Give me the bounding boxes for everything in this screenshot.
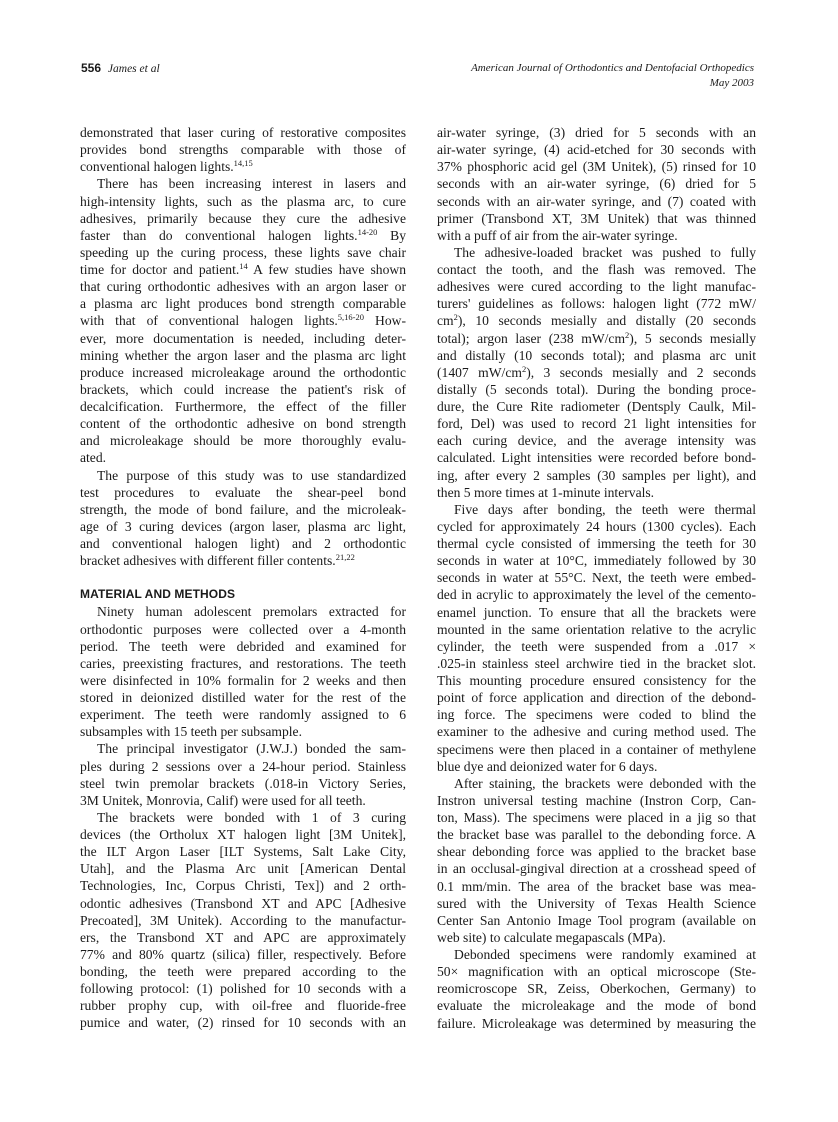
text-line: enamel junction. To ensure that all the brackets were [437, 604, 756, 620]
text-line: dure, the Cure Rite radiometer (Dentsply Caulk, Mil- [437, 399, 756, 414]
left-column [80, 124, 406, 1032]
citation-superscript: 2 [625, 329, 630, 340]
text-line: with a puff of air from the air-water syringe. [437, 227, 678, 243]
text-line: the bracket base was parallel to the debonding force. A [437, 827, 756, 843]
text-line: air-water syringe, (3) dried for 5 seconds with an [437, 125, 756, 140]
text-line: caries, preexisting fractures, and restorations. The teeth [80, 655, 406, 671]
text-line: Center San Antonio Image Tool program (available on [437, 912, 756, 928]
text-line: seconds with an air-water syringe, and (7) coated with [437, 193, 756, 209]
text-line: distally (5 seconds total). During the bonding proce- [437, 381, 756, 397]
text-line: odontic adhesives (Transbond XT and APC [Adhesive [80, 895, 406, 911]
text-line: ing force. The specimens were coded to blind the [437, 707, 756, 723]
text-line: high-intensity lights, such as the plasma arc, to cure [80, 193, 406, 209]
text-line: test procedures to evaluate the shear-peel bond [80, 484, 406, 500]
text-line: ated. [80, 450, 107, 466]
text-line: demonstrated that laser curing of restorative composites [80, 125, 406, 140]
text-line: pumice and water, (2) rinsed for 10 seconds with an [80, 1015, 406, 1031]
journal-title: American Journal of Orthodontics and Dentofacial Orthopedics [471, 62, 754, 74]
text-line: ing, after every 2 samples (30 samples per light), and [437, 467, 756, 483]
text-line: content of the orthodontic adhesive on bond strength [80, 416, 406, 432]
text-line: The principal investigator (J.W.J.) bonded the sam- [97, 741, 406, 757]
text-line: decalcification. Furthermore, the effect of the filler [80, 399, 406, 414]
text-line: steel twin premolar brackets (.018-in Victory Series, [80, 775, 406, 791]
text-line: and microleakage should be more thoroughly evalu- [80, 433, 406, 449]
text-line: Ninety human adolescent premolars extracted for [97, 604, 406, 620]
text-line: cycled for approximately 24 hours (1300 cycles). Each [437, 518, 756, 534]
text-line: ford, Del) was used to record 21 light intensities for [437, 416, 756, 432]
text-line: age of 3 curing devices (argon laser, plasma arc light, [80, 518, 406, 534]
text-line: blue dye and deionized water for 6 days. [437, 758, 658, 774]
text-line: primer (Transbond XT, 3M Unitek) that was thinned [437, 210, 756, 226]
text-line: in an occlusal-gingival direction at a crosshead speed of [437, 861, 756, 877]
text-line: total); argon laser (238 $mW/cm^2$), 5 seconds mesially [437, 329, 756, 346]
text-line: thermal cycle consisted of immersing the teeth for 30 [437, 536, 756, 551]
text-line: seconds in water at 55°C. Next, the teeth were embed- [437, 570, 756, 586]
text-line: reomicroscope SR, Zeiss, Oberkochen, Germany) to [437, 981, 756, 997]
page-number: 556 [81, 61, 102, 75]
text-line: that curing orthodontic adhesives with an argon laser or [80, 279, 406, 295]
text-line: This mounting procedure ensured consistency for the [437, 673, 756, 688]
text-line: stored in deionized distilled water for the rest of the [80, 690, 406, 705]
text-line: evaluate the microleakage and the mode of bond [437, 998, 756, 1014]
text-line: devices (the Ortholux XT halogen light [3M Unitek], [80, 827, 406, 842]
citation-superscript: 5,16-20 [337, 312, 365, 323]
section-heading: MATERIAL AND METHODS [80, 587, 236, 602]
text-line: calculated. Light intensities were recorded before bond- [437, 450, 756, 466]
text-line: Precoated], 3M Unitek). According to the manufactur- [80, 912, 406, 928]
running-header-right [471, 61, 754, 91]
text-line: mounted in the same orientation relative to the acrylic [437, 621, 756, 637]
text-line: air-water syringe, (4) acid-etched for 30 seconds with [437, 142, 756, 158]
text-line: Instron universal testing machine (Instron Corp, Can- [437, 792, 756, 808]
text-line: (1407 $mW/cm^2$), 3 seconds mesially and 2 seconds [437, 363, 757, 380]
text-line: point of force application and direction of the debond- [437, 690, 756, 706]
text-line: provides bond strengths comparable with those of [80, 142, 406, 158]
text-line: and distally (10 seconds total); and plasma arc unit [437, 347, 756, 363]
text-line: speeding up the curing process, these lights save chair [80, 244, 406, 260]
text-line: adhesives, primarily because they cure the adhesive [80, 210, 406, 226]
issue-date: May 2003 [709, 77, 754, 89]
text-line: web site) to calculate megapascals (MPa). [437, 929, 666, 945]
text-line: cylinder, the teeth were suspended from a .017 × [437, 638, 756, 654]
text-line: following protocol: (1) polished for 10 seconds with a [80, 981, 406, 997]
text-line: sured with the University of Texas Health Science [437, 895, 756, 911]
text-line: ers, the Transbond XT and APC are approximately [80, 929, 406, 945]
text-line: The brackets were bonded with 1 of 3 curing [97, 809, 406, 825]
text-line: seconds with an air-water syringe, (6) dried for 5 [437, 176, 756, 192]
text-line: orthodontic purposes were collected over a 4-month [80, 621, 406, 637]
citation-superscript: 14,15 [233, 158, 253, 169]
text-line: seconds in water at 10°C, immediately followed by 30 [437, 553, 756, 569]
text-line: adhesives were cured according to the light manufac- [437, 279, 756, 295]
text-line: faster than do conventional halogen lights.$^{14-20}$ By [80, 226, 406, 243]
text-line: Utah], and the Plasma Arc unit [American Dental [80, 861, 406, 877]
text-line: examiner to the adhesive and curing method used. The [437, 724, 756, 740]
text-line: produce increased microleakage around the orthodontic [80, 364, 406, 380]
text-line: turers' guidelines as follows: halogen light (772 mW/ [437, 296, 756, 312]
text-line: experiment. The teeth were randomly assigned to 6 [80, 707, 406, 723]
text-line: then 5 more times at 1-minute intervals. [437, 484, 655, 500]
methods-text-continued [437, 124, 756, 1032]
text-line: strength, the mode of bond failure, and the microleak- [80, 501, 406, 517]
text-line: were disinfected in 10% formalin for 2 weeks and then [80, 672, 406, 688]
text-line: ton, Mass). The specimens were placed in a jig so that [437, 810, 756, 825]
text-line: .025-in stainless steel archwire tied in the bracket slot. [437, 655, 756, 671]
text-line: a plasma arc light produces bond strength comparable [80, 296, 406, 312]
text-line: conventional halogen lights.$^{14,15}$ [80, 158, 253, 175]
text-line: bonding, the teeth were prepared according to the [80, 964, 406, 979]
text-line: and conventional halogen light) and 2 orthodontic [80, 536, 406, 551]
text-line: 77% and 80% quartz (silica) filler, respectively. Before [80, 946, 406, 962]
text-line: time for doctor and patient.$^{14}$ A few studies have shown [80, 261, 406, 277]
text-line: ever, more documentation is needed, including deter- [80, 330, 406, 346]
text-line: shear debonding force was applied to the bracket base [437, 844, 756, 860]
running-header-left [81, 61, 160, 75]
text-line: Technologies, Inc, Corpus Christi, Tex]) and 2 orth- [80, 878, 406, 894]
text-line: The purpose of this study was to use standardized [97, 467, 406, 483]
text-line: 37% phosphoric acid gel (3M Unitek), (5) rinsed for 10 [437, 159, 756, 175]
text-line: each curing device, and the average intensity was [437, 433, 756, 449]
right-column [437, 124, 756, 1032]
citation-superscript: 14 [239, 261, 248, 271]
text-line: $cm^2$), 10 seconds mesially and distally (20 seconds [437, 312, 756, 329]
methods-text [80, 603, 406, 1031]
text-line: bracket adhesives with different filler contents.$^{21,22}$ [80, 552, 355, 569]
text-line: There has been increasing interest in lasers and [97, 176, 406, 192]
text-line: Debonded specimens were randomly examined at [454, 947, 756, 962]
citation-superscript: 21,22 [335, 552, 355, 563]
text-line: brackets, which could increase the patient's risk of [80, 381, 406, 397]
text-line: 50× magnification with an optical microscope (Ste- [437, 964, 756, 980]
text-line: The adhesive-loaded bracket was pushed to fully [454, 244, 756, 260]
text-line: the ILT Argon Laser [ILT Systems, Salt Lake City, [80, 844, 406, 860]
text-line: After staining, the brackets were debonded with the [454, 775, 756, 791]
text-line: 3M Unitek, Monrovia, Calif) were used for all teeth. [80, 792, 366, 808]
text-line: ples during 2 sessions over a 24-hour period. Stainless [80, 758, 406, 774]
intro-text [80, 124, 406, 569]
text-line: period. The teeth were debrided and examined for [80, 638, 406, 654]
text-line: Five days after bonding, the teeth were thermal [454, 501, 756, 517]
text-line: mining whether the argon laser and the plasma arc light [80, 347, 406, 363]
citation-superscript: 2 [453, 312, 458, 323]
text-line: failure. Microleakage was determined by measuring the [437, 1015, 756, 1031]
citation-superscript: 2 [521, 363, 527, 374]
text-line: specimens were then placed in a container of methylene [437, 741, 756, 757]
citation-superscript: 14-20 [357, 226, 378, 237]
running-authors: James et al [107, 63, 160, 75]
text-line: ded in acrylic to approximately the level of the cemento- [437, 587, 756, 603]
text-line: contact the tooth, and the flash was removed. The [437, 262, 756, 277]
text-line: subsamples with 15 teeth per subsample. [80, 724, 302, 740]
text-line: rubber prophy cup, with oil-free and fluoride-free [80, 998, 406, 1014]
text-line: with that of conventional halogen lights.$^{5,16-20}$ How- [80, 312, 406, 329]
text-line: 0.1 mm/min. The area of the bracket base was mea- [437, 878, 756, 894]
